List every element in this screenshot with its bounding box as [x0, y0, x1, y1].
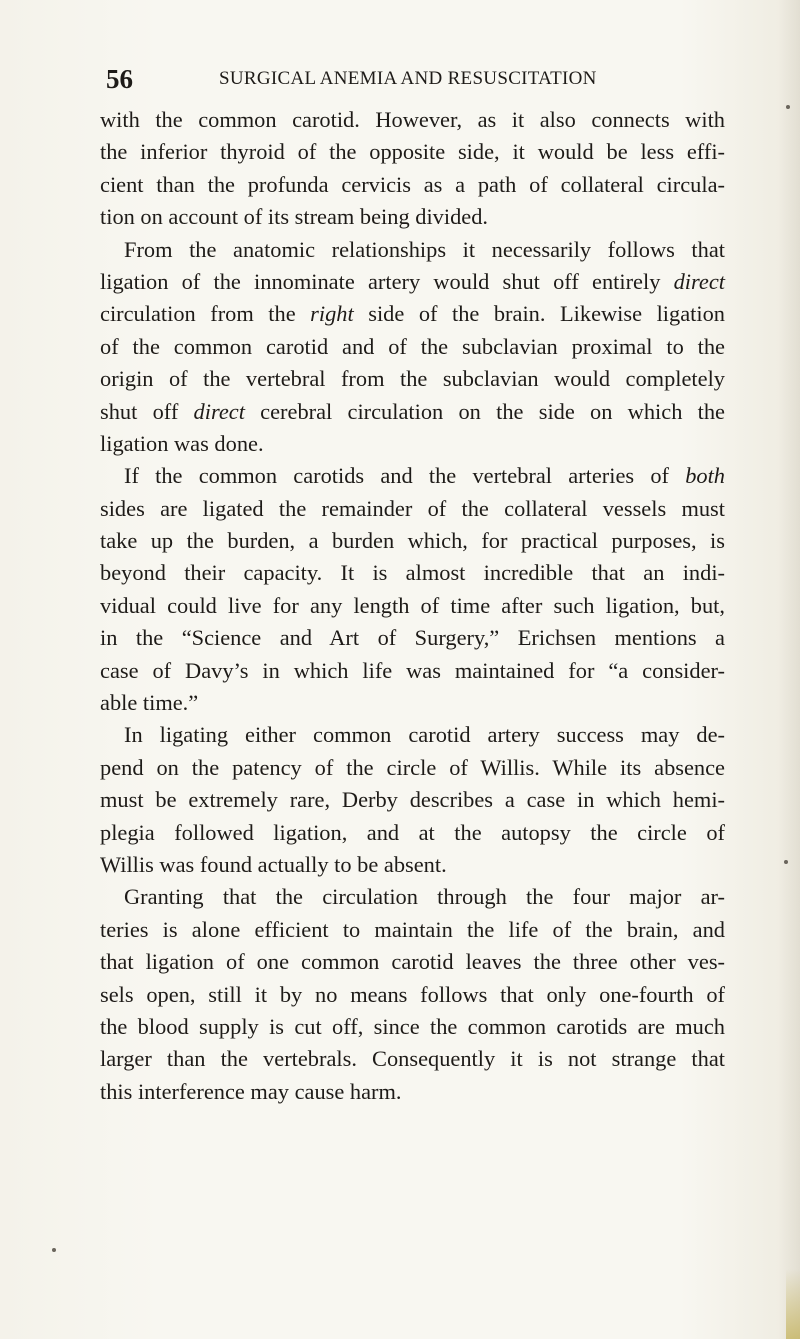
text-line [100, 849, 725, 881]
text-run: this interference may cause harm. [100, 1078, 402, 1104]
text-run: cient than the profunda cervicis as a path of collateral circula- [100, 171, 725, 197]
text-run: in the “Science and Art of Surgery,” Erichsen mentions a [100, 625, 725, 651]
text-line [100, 201, 725, 233]
text-run: beyond their capacity. It is almost incredible that an indi- [100, 560, 725, 586]
text-run: case of Davy’s in which life was maintained for “a consider- [100, 657, 725, 683]
text-run: sides are ligated the remainder of the collateral vessels must [100, 495, 725, 521]
text-line [100, 557, 725, 589]
text-run: must be extremely rare, Derby describes a case in which hemi- [100, 787, 725, 813]
text-line [100, 298, 725, 330]
text-run: origin of the vertebral from the subclavian would completely [100, 366, 725, 392]
text-run: the inferior thyroid of the opposite side, it would be less effi- [100, 139, 725, 165]
text-line [100, 1011, 725, 1043]
text-line [100, 622, 725, 654]
text-line [100, 460, 725, 492]
running-head [106, 64, 626, 94]
italic-text: direct [193, 398, 245, 424]
text-run: ligation was done. [100, 430, 264, 456]
text-run: able time.” [100, 690, 199, 716]
text-line [100, 266, 725, 298]
text-run: In ligating either common carotid artery success may de- [124, 722, 725, 748]
text-line [100, 979, 725, 1011]
text-run: shut off [100, 398, 194, 424]
text-run: side of the brain. Likewise ligation [353, 301, 725, 327]
italic-text: right [310, 301, 354, 327]
text-line [100, 719, 725, 751]
text-line [100, 590, 725, 622]
page-edge-shadow [778, 0, 800, 1339]
text-run: tion on account of its stream being divided. [100, 204, 489, 230]
text-line [100, 234, 725, 266]
text-line [100, 817, 725, 849]
text-run: Granting that the circulation through the four major ar- [124, 884, 725, 910]
text-run: vidual could live for any length of time after such ligation, but, [100, 592, 725, 618]
text-run: of the common carotid and of the subclavian proximal to the [100, 333, 725, 359]
text-line [100, 914, 725, 946]
text-run: sels open, still it by no means follows that only one-fourth of [100, 981, 725, 1007]
text-run: larger than the vertebrals. Consequently it is not strange that [100, 1046, 725, 1072]
text-run: If the common carotids and the vertebral arteries of [124, 463, 686, 489]
text-line [100, 363, 725, 395]
text-line [100, 752, 725, 784]
text-line [100, 396, 725, 428]
text-line [100, 104, 725, 136]
text-run: teries is alone efficient to maintain the life of the brain, and [100, 916, 725, 942]
text-line [100, 881, 725, 913]
italic-text: direct [673, 268, 725, 294]
page-corner-discoloration [786, 1269, 800, 1339]
text-line [100, 687, 725, 719]
text-line [100, 169, 725, 201]
text-run: with the common carotid. However, as it also connects with [100, 107, 725, 132]
margin-speck [52, 1248, 56, 1252]
text-run: pend on the patency of the circle of Willis. While its absence [100, 754, 725, 780]
text-run: From the anatomic relationships it necessarily follows that [124, 236, 725, 262]
text-run: ligation of the innominate artery would shut off entirely [100, 268, 674, 294]
margin-speck [786, 105, 790, 109]
text-run: that ligation of one common carotid leaves the three other ves- [100, 949, 725, 975]
text-line [100, 331, 725, 363]
text-line [100, 1076, 725, 1108]
text-line [100, 1043, 725, 1075]
text-line [100, 428, 725, 460]
running-title: SURGICAL ANEMIA AND RESUSCITATION [219, 68, 597, 89]
text-run: take up the burden, a burden which, for practical purposes, is [100, 528, 725, 554]
text-line [100, 655, 725, 687]
text-line [100, 784, 725, 816]
text-line [100, 525, 725, 557]
body-text [100, 104, 725, 1108]
text-line [100, 493, 725, 525]
text-run: the blood supply is cut off, since the common carotids are much [100, 1013, 725, 1039]
text-line [100, 946, 725, 978]
italic-text: both [685, 463, 725, 489]
text-run: Willis was found actually to be absent. [100, 851, 447, 877]
text-run: cerebral circulation on the side on which the [244, 398, 725, 424]
margin-speck [784, 860, 788, 864]
text-run: circulation from the [100, 301, 311, 327]
text-run: plegia followed ligation, and at the autopsy the circle of [100, 819, 725, 845]
page-number: 56 [106, 64, 133, 94]
text-line [100, 136, 725, 168]
